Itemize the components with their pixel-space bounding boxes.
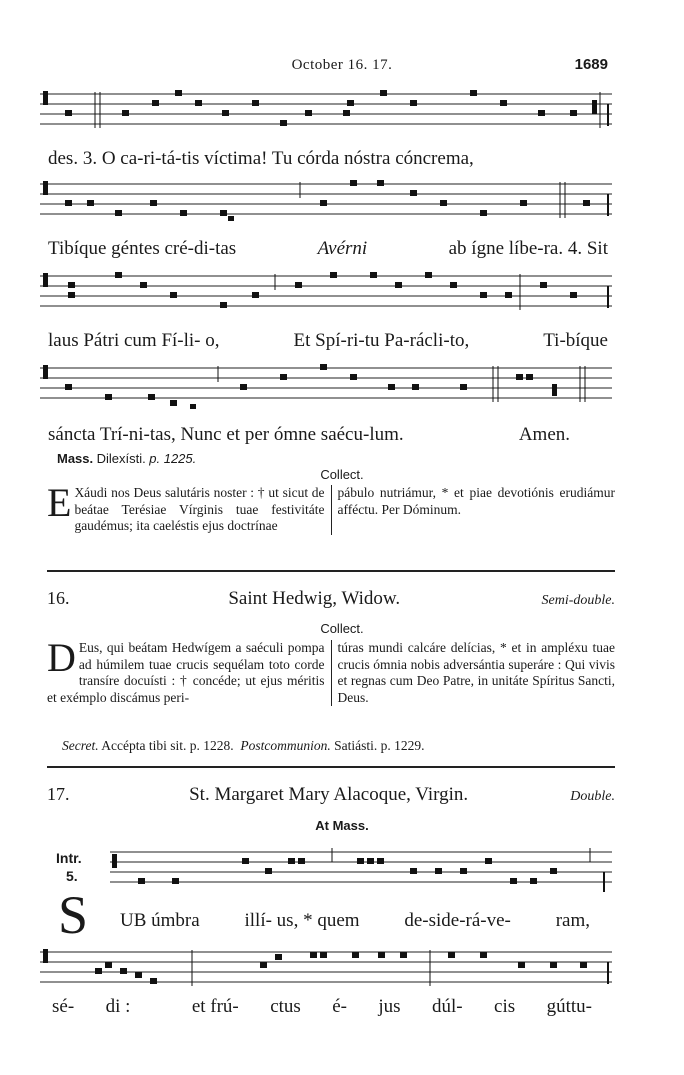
collect-2-right-column: túras mundi calcáre delícias, * et in ampléxu tuae crucis ómnia nobis adversántia superáre : Qui vivis et regnas cum Deo Patre, in unitáte Spíritus Sancti, Deus. bbox=[337, 640, 615, 705]
chant-staff-6 bbox=[40, 946, 612, 988]
staff-lines-3 bbox=[40, 270, 612, 312]
lyric-line-4: sáncta Trí-ni-tas, Nunc et per ómne saécu-lum. Amen. bbox=[48, 424, 570, 445]
lyric-line-2: Tibíque géntes cré-di-tas Avérni ab ígne líbe-ra. 4. Sit bbox=[48, 238, 608, 259]
chant-staff-1 bbox=[40, 88, 612, 130]
feast-heading-16: 16. Saint Hedwig, Widow. Semi-double. bbox=[47, 588, 615, 609]
feast-heading-17: 17. St. Margaret Mary Alacoque, Virgin. Double. bbox=[47, 784, 615, 805]
running-title: October 16. 17. bbox=[291, 57, 393, 73]
section-divider-1 bbox=[47, 570, 615, 572]
chant-staff-5 bbox=[110, 846, 612, 888]
collect-heading-1: Collect. bbox=[320, 467, 364, 482]
introit-lyric-1: UB úmbra illí- us, * quem de-side-rá-ve- ram, bbox=[120, 910, 590, 931]
section-divider-2 bbox=[47, 766, 615, 768]
staff-lines-4 bbox=[40, 362, 612, 410]
drop-cap-initial: D bbox=[47, 635, 76, 680]
collect-2-left-column: D Eus, qui beátam Hedwígem a saéculi pompa ad húmilem tuae crucis sequélam toto corde transíre docuísti : † concéde; ut ejus méritis et exémplo discámus peri- bbox=[47, 640, 332, 706]
lyric-line-1: des. 3. O ca-ri-tá-tis víctima! Tu córda nóstra cóncrema, bbox=[48, 148, 474, 169]
staff-lines-1 bbox=[40, 88, 612, 130]
staff-lines-5 bbox=[110, 846, 612, 894]
introit-lyric-2: sé- di : et frú- ctus é- jus dúl- cis gúttu- bbox=[52, 996, 592, 1017]
staff-lines-6 bbox=[40, 946, 612, 994]
mass-reference: Mass. Dilexísti. p. 1225. bbox=[57, 451, 197, 466]
at-mass-heading: At Mass. bbox=[315, 818, 369, 833]
staff-lines-2 bbox=[40, 178, 612, 220]
secret-postcommunion-line: Secret. Accépta tibi sit. p. 1228. Postcommunion. Satiásti. p. 1229. bbox=[62, 738, 425, 753]
chant-staff-4 bbox=[40, 362, 612, 404]
introit-label: Intr. bbox=[56, 850, 82, 866]
collect-heading-2: Collect. bbox=[320, 621, 364, 636]
collect-1-right-column: pábulo nutriámur, * et piae devotiónis erudiámur afféctu. Per Dóminum. bbox=[337, 485, 615, 517]
introit-initial: S bbox=[58, 885, 89, 945]
collect-1-left-column: E Xáudi nos Deus salutáris noster : † ut sicut de beátae Terésiae Vírginis tuae festivitáte gaudémus; ita caeléstis ejus doctrínae bbox=[47, 485, 332, 535]
chant-staff-2 bbox=[40, 178, 612, 220]
page-number: 1689 bbox=[574, 56, 608, 73]
chant-staff-3 bbox=[40, 270, 612, 312]
collect-1-text bbox=[47, 480, 615, 535]
drop-cap-initial: E bbox=[47, 480, 72, 525]
lyric-line-3: laus Pátri cum Fí-li- o, Et Spí-ri-tu Pa-rácli-to, Ti-bíque bbox=[48, 330, 608, 351]
introit-mode: 5. bbox=[66, 868, 78, 884]
collect-2-text bbox=[47, 635, 615, 706]
